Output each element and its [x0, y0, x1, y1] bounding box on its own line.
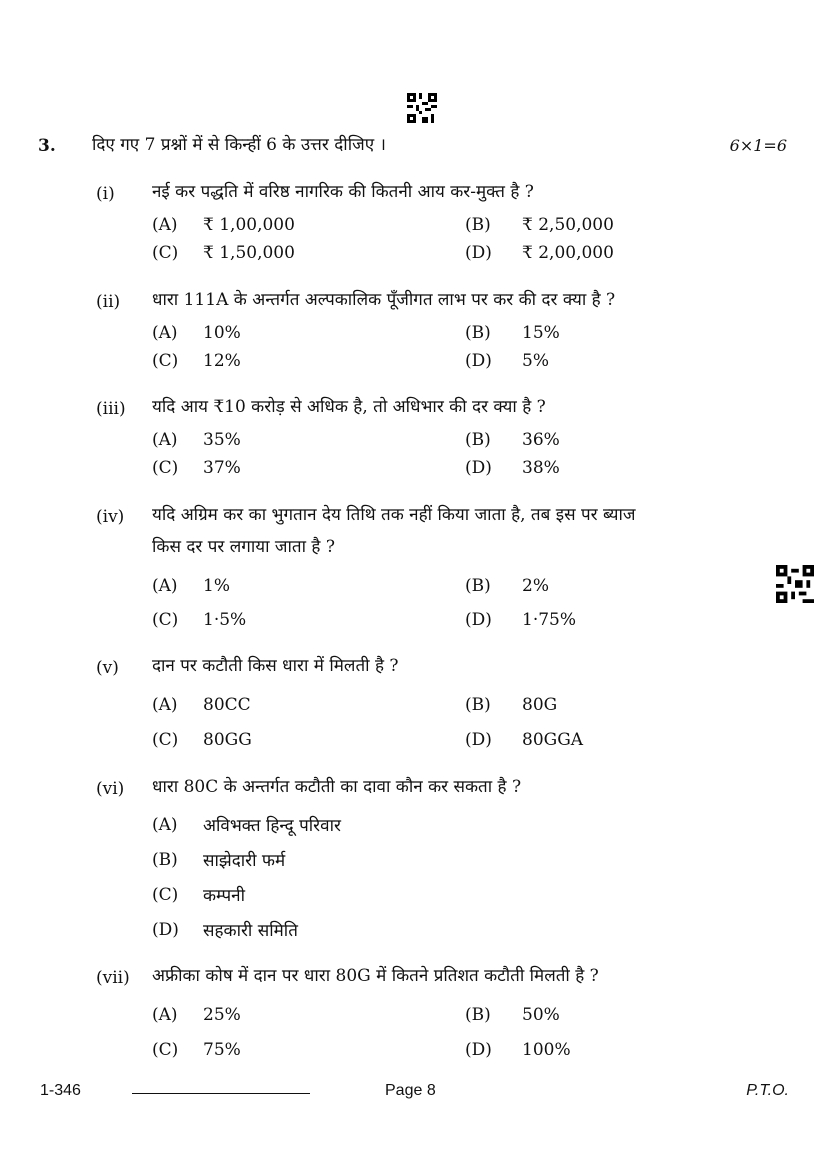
footer-divider	[132, 1093, 310, 1094]
qr-code-icon	[407, 93, 437, 123]
option-label: (D)	[465, 730, 492, 750]
subquestion-number: (vii)	[96, 968, 130, 988]
option-label: (C)	[152, 730, 179, 750]
option-label: (C)	[152, 243, 179, 263]
option-value: 35%	[203, 430, 241, 450]
option-value: 12%	[203, 351, 241, 371]
option-value: अविभक्त हिन्दू परिवार	[203, 816, 341, 836]
option-value: ₹ 1,00,000	[203, 215, 295, 235]
option-label: (B)	[465, 215, 491, 235]
option-value: कम्पनी	[203, 886, 245, 906]
option-label: (A)	[152, 815, 178, 835]
option-value: 80CC	[203, 695, 251, 715]
option-label: (A)	[152, 576, 178, 596]
option-value: 1·5%	[203, 610, 247, 630]
question-instruction: दिए गए 7 प्रश्नों में से किन्हीं 6 के उत्तर दीजिए ।	[92, 135, 386, 155]
question-marks: 6×1=6	[729, 136, 787, 155]
option-label: (B)	[465, 430, 491, 450]
pto-label: P.T.O.	[746, 1082, 789, 1099]
option-value: ₹ 2,00,000	[522, 243, 614, 263]
option-label: (C)	[152, 458, 179, 478]
option-label: (D)	[465, 1040, 492, 1060]
qr-code-icon	[776, 565, 814, 603]
option-value: 25%	[203, 1005, 241, 1025]
option-value: 1·75%	[522, 610, 577, 630]
option-label: (A)	[152, 323, 178, 343]
option-label: (A)	[152, 695, 178, 715]
option-value: 2%	[522, 576, 549, 596]
option-label: (B)	[465, 323, 491, 343]
subquestion-number: (iv)	[96, 507, 125, 527]
option-value: 50%	[522, 1005, 560, 1025]
option-value: 10%	[203, 323, 241, 343]
question-number: 3.	[38, 136, 56, 156]
subquestion-text: दान पर कटौती किस धारा में मिलती है ?	[152, 656, 399, 676]
option-value: 80GGA	[522, 730, 584, 750]
option-label: (D)	[465, 610, 492, 630]
option-value: सहकारी समिति	[203, 921, 298, 941]
subquestion-text: यदि अग्रिम कर का भुगतान देय तिथि तक नहीं किया जाता है, तब इस पर ब्याज	[152, 505, 636, 525]
option-label: (A)	[152, 430, 178, 450]
option-label: (D)	[465, 243, 492, 263]
paper-code: 1-346	[40, 1082, 81, 1099]
option-label: (C)	[152, 610, 179, 630]
option-value: 75%	[203, 1040, 241, 1060]
option-value: 1%	[203, 576, 230, 596]
option-value: 80G	[522, 695, 558, 715]
option-value: 36%	[522, 430, 560, 450]
option-label: (C)	[152, 1040, 179, 1060]
option-label: (D)	[152, 920, 179, 940]
option-label: (B)	[465, 1005, 491, 1025]
subquestion-number: (vi)	[96, 779, 125, 799]
subquestion-number: (ii)	[96, 292, 121, 312]
subquestion-text: धारा 80C के अन्तर्गत कटौती का दावा कौन कर सकता है ?	[152, 777, 522, 797]
subquestion-text: यदि आय ₹10 करोड़ से अधिक है, तो अधिभार की दर क्या है ?	[152, 397, 546, 417]
subquestion-text: अफ्रीका कोष में दान पर धारा 80G में कितने प्रतिशत कटौती मिलती है ?	[152, 966, 599, 986]
option-label: (D)	[465, 458, 492, 478]
option-value: 80GG	[203, 730, 252, 750]
option-value: 38%	[522, 458, 560, 478]
page-number: Page 8	[385, 1082, 436, 1099]
option-value: 100%	[522, 1040, 571, 1060]
option-label: (B)	[152, 850, 178, 870]
subquestion-text: किस दर पर लगाया जाता है ?	[152, 537, 335, 557]
subquestion-text: धारा 111A के अन्तर्गत अल्पकालिक पूँजीगत लाभ पर कर की दर क्या है ?	[152, 290, 616, 310]
option-value: 37%	[203, 458, 241, 478]
option-label: (D)	[465, 351, 492, 371]
subquestion-number: (i)	[96, 184, 115, 204]
option-label: (C)	[152, 885, 179, 905]
option-value: ₹ 1,50,000	[203, 243, 295, 263]
option-value: साझेदारी फर्म	[203, 851, 286, 871]
option-label: (B)	[465, 576, 491, 596]
option-label: (A)	[152, 1005, 178, 1025]
subquestion-number: (v)	[96, 658, 119, 678]
option-label: (B)	[465, 695, 491, 715]
option-label: (C)	[152, 351, 179, 371]
subquestion-number: (iii)	[96, 399, 126, 419]
option-value: 5%	[522, 351, 549, 371]
option-value: ₹ 2,50,000	[522, 215, 614, 235]
option-label: (A)	[152, 215, 178, 235]
option-value: 15%	[522, 323, 560, 343]
subquestion-text: नई कर पद्धति में वरिष्ठ नागरिक की कितनी आय कर-मुक्त है ?	[152, 182, 534, 202]
